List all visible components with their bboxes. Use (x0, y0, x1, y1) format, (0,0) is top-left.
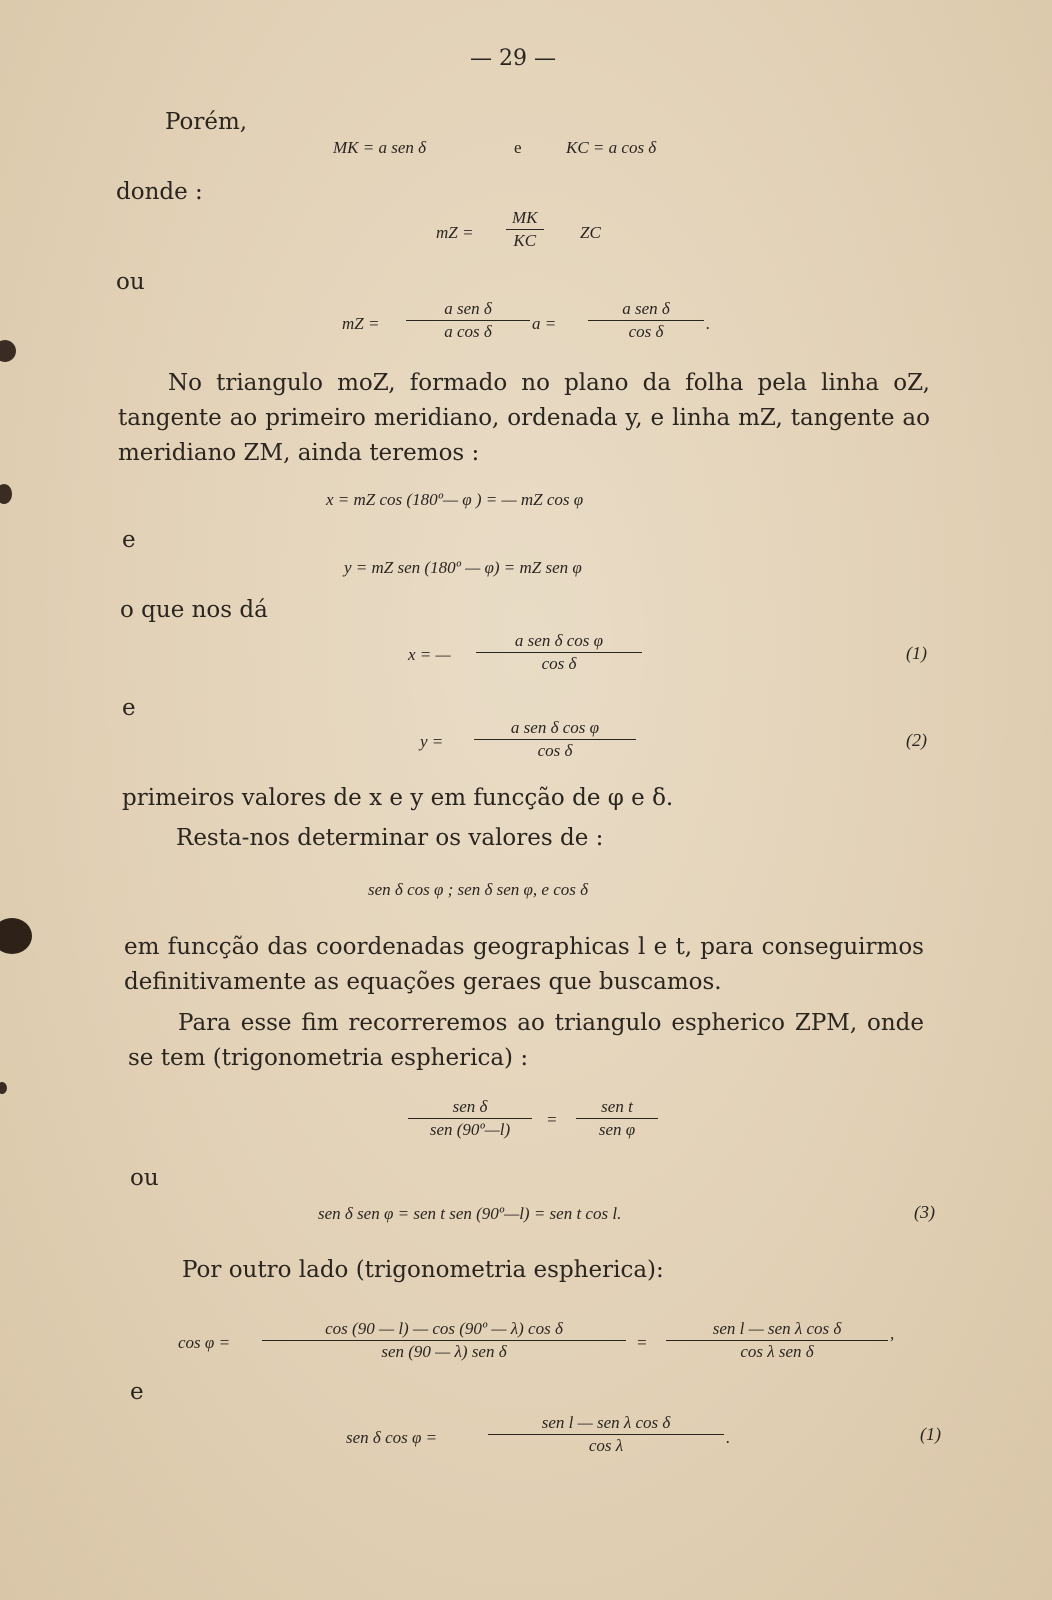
denominator: sen (90 — λ) sen δ (381, 1342, 507, 1361)
fraction-eq4 (488, 1412, 724, 1457)
text-donde: donde : (116, 179, 203, 205)
numerator: a sen δ cos φ (510, 718, 600, 737)
equation-tag-3: (3) (914, 1202, 935, 1222)
numerator: MK (512, 208, 538, 227)
equation-y: y = mZ sen (180º — φ) = mZ sen φ (344, 558, 582, 577)
numerator: sen l — sen λ cos δ (541, 1413, 671, 1432)
fraction-sen-delta (408, 1096, 532, 1141)
equation-tag-4: (1) (920, 1424, 941, 1444)
denominator: cos δ (541, 654, 577, 673)
denominator: cos δ (537, 741, 573, 760)
denominator: KC (513, 231, 537, 250)
equation-mk: MK = a sen δ (333, 138, 427, 157)
paragraph-funccao: em funcção das coordenadas geographicas l e t, para conseguirmos definitivamente as equações geraes que buscamos. (124, 934, 924, 995)
equation-cos-lhs: cos φ = (178, 1333, 231, 1352)
text-por-outro-lado: Por outro lado (trigonometria espherica): (182, 1257, 664, 1283)
equation-equals: = (546, 1110, 558, 1129)
equation-3: sen δ sen φ = sen t sen (90º—l) = sen t cos l. (318, 1204, 622, 1223)
equation-4-lhs: sen δ cos φ = (346, 1428, 438, 1447)
equation-list: sen δ cos φ ; sen δ sen φ, e cos δ (368, 880, 589, 899)
equation-kc: KC = a cos δ (566, 138, 657, 157)
text-o-que-nos-da: o que nos dá (120, 597, 268, 623)
denominator: cos λ sen δ (740, 1342, 814, 1361)
equation-mz2-mid: a = (532, 314, 557, 333)
text-e: e (122, 527, 136, 553)
paragraph-triangulo-espherico: Para esse fim recorreremos ao triangulo espherico ZPM, onde se tem (trigonometria espherica) : (128, 1010, 924, 1071)
fraction-mk-kc (506, 207, 544, 252)
equation-cos-end: , (890, 1324, 895, 1343)
equation-mz1-lhs: mZ = (436, 223, 474, 242)
equation-mz2-end: . (706, 314, 711, 333)
denominator: sen (90º—l) (429, 1120, 511, 1139)
ink-blot (0, 1082, 7, 1094)
fraction-asen-cos (588, 298, 704, 343)
equation-mz1-rhs: ZC (580, 223, 601, 242)
equation-equals: = (636, 1333, 648, 1352)
equation-mz2-lhs: mZ = (342, 314, 380, 333)
fraction-eq1 (476, 630, 642, 675)
ink-blot (0, 340, 16, 362)
text-ou: ou (130, 1165, 159, 1191)
equation-tag-1: (1) (906, 643, 927, 663)
fraction-cos-2 (666, 1318, 888, 1363)
text-ou: ou (116, 269, 145, 295)
denominator: cos λ (588, 1436, 624, 1455)
numerator: a sen δ cos φ (514, 631, 604, 650)
text-e: e (130, 1379, 144, 1405)
text-e: e (122, 695, 136, 721)
equation-conjunction: e (514, 138, 522, 157)
numerator: sen t (601, 1097, 633, 1116)
equation-1-lhs: x = — (408, 645, 451, 664)
equation-2-lhs: y = (420, 732, 444, 751)
paragraph-triangulo: No triangulo moZ, formado no plano da folha pela linha oZ, tangente ao primeiro meridiano, ordenada y, e linha mZ, tangente ao meridiano ZM, ainda teremos : (118, 370, 930, 466)
ink-blot (0, 484, 12, 504)
text-primeiros-valores: primeiros valores de x e y em funcção de φ e δ. (122, 785, 674, 811)
text-porem: Porém, (165, 109, 248, 135)
numerator: a sen δ (444, 299, 492, 318)
numerator: sen δ (452, 1097, 488, 1116)
denominator: sen φ (598, 1120, 636, 1139)
equation-4-end: . (726, 1428, 731, 1447)
equation-x: x = mZ cos (180º— φ ) = — mZ cos φ (326, 490, 584, 509)
fraction-cos-1 (262, 1318, 626, 1363)
fraction-asen-acos (406, 298, 530, 343)
page-number: — 29 — (470, 46, 556, 71)
fraction-eq2 (474, 717, 636, 762)
ink-blot (0, 918, 32, 954)
numerator: sen l — sen λ cos δ (712, 1319, 842, 1338)
numerator: cos (90 — l) — cos (90º — λ) cos δ (325, 1319, 563, 1338)
numerator: a sen δ (622, 299, 670, 318)
equation-tag-2: (2) (906, 730, 927, 750)
fraction-sen-t (576, 1096, 658, 1141)
text-resta-nos: Resta-nos determinar os valores de : (176, 825, 604, 851)
denominator: a cos δ (444, 322, 492, 341)
denominator: cos δ (628, 322, 664, 341)
